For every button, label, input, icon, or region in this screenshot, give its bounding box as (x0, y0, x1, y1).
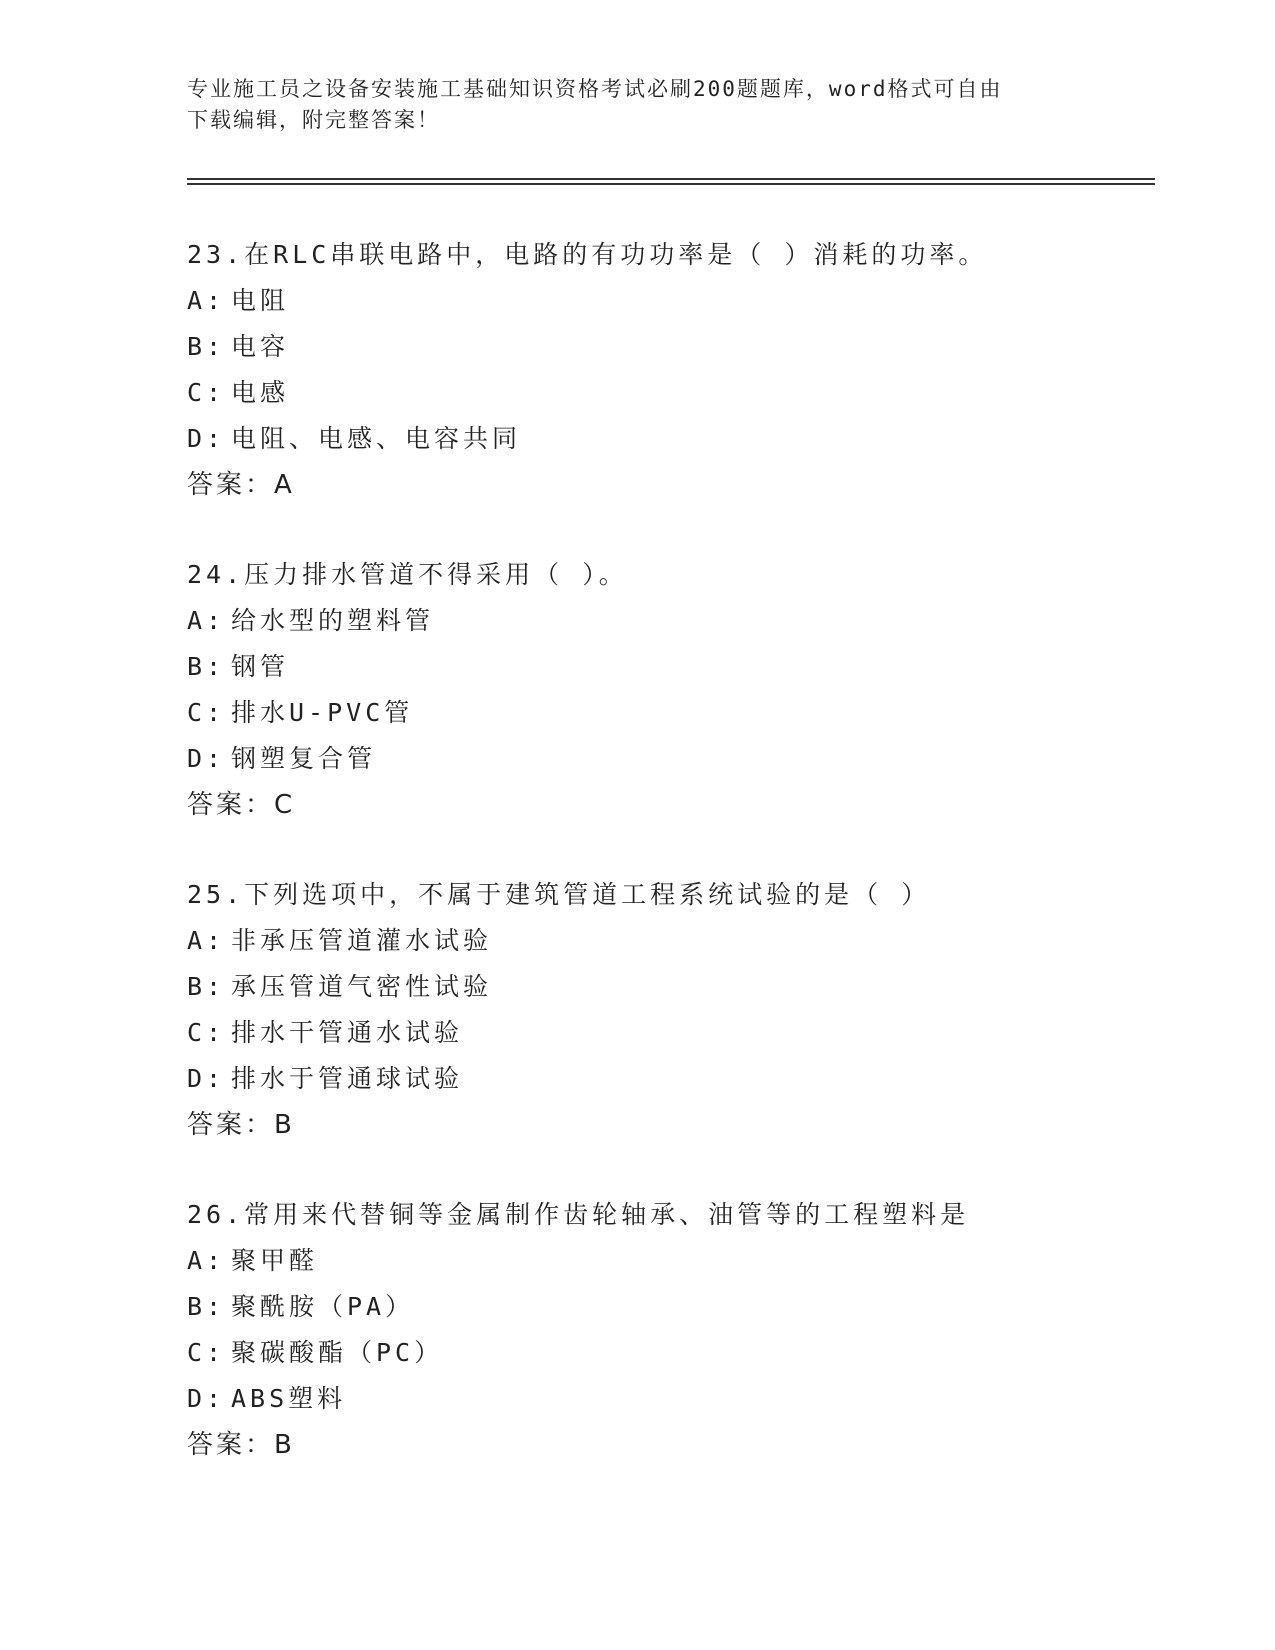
question-23 (187, 240, 1147, 516)
option-letter: B: (187, 652, 226, 681)
answer-line: 答案：C (187, 790, 296, 820)
option-text: 聚酰胺（PA） (231, 1292, 415, 1321)
option-letter: D: (187, 1064, 226, 1093)
option-d (187, 1064, 1147, 1110)
option-b (187, 1292, 1147, 1338)
option-d (187, 744, 1147, 790)
option-a (187, 286, 1147, 332)
option-letter: C: (187, 378, 226, 407)
option-text: 排水干管通水试验 (231, 1018, 464, 1047)
question-stem: 23.在RLC串联电路中，电路的有功功率是（ ）消耗的功率。 (187, 240, 988, 269)
option-c (187, 378, 1147, 424)
option-letter: D: (187, 1384, 226, 1413)
option-letter: D: (187, 744, 226, 773)
option-letter: A: (187, 286, 226, 315)
header-line-1: 专业施工员之设备安装施工基础知识资格考试必刷200题题库，word格式可自由 (187, 77, 1003, 101)
option-letter: A: (187, 926, 226, 955)
option-letter: B: (187, 332, 226, 361)
option-letter: A: (187, 606, 226, 635)
option-a (187, 926, 1147, 972)
option-text: 钢塑复合管 (231, 744, 377, 773)
option-text: 承压管道气密性试验 (231, 972, 493, 1001)
option-letter: C: (187, 1338, 226, 1367)
option-letter: A: (187, 1246, 226, 1275)
option-c (187, 1338, 1147, 1384)
option-d (187, 1384, 1147, 1430)
option-text: 排水于管通球试验 (231, 1064, 464, 1093)
option-letter: C: (187, 698, 226, 727)
option-a (187, 1246, 1147, 1292)
option-text: 聚碳酸酯（PC） (231, 1338, 444, 1367)
option-text: 电感 (231, 378, 290, 407)
question-stem: 26.常用来代替铜等金属制作齿轮轴承、油管等的工程塑料是 (187, 1200, 970, 1229)
option-text: 电容 (231, 332, 290, 361)
option-b (187, 972, 1147, 1018)
option-text: 电阻、电感、电容共同 (231, 424, 522, 453)
option-text: 非承压管道灌水试验 (231, 926, 493, 955)
answer-line: 答案：B (187, 1110, 295, 1140)
option-d (187, 424, 1147, 470)
option-b (187, 332, 1147, 378)
option-text: 聚甲醛 (231, 1246, 319, 1275)
option-text: 给水型的塑料管 (231, 606, 435, 635)
document-header (187, 74, 1067, 136)
option-text: ABS塑料 (231, 1384, 347, 1413)
answer-line: 答案：A (187, 470, 295, 500)
question-stem: 24.压力排水管道不得采用（ ）。 (187, 560, 628, 589)
option-text: 钢管 (231, 652, 290, 681)
option-text: 电阻 (231, 286, 290, 315)
question-26 (187, 1200, 1147, 1476)
option-letter: D: (187, 424, 226, 453)
answer-line: 答案：B (187, 1430, 295, 1460)
option-c (187, 1018, 1147, 1064)
option-letter: B: (187, 1292, 226, 1321)
option-b (187, 652, 1147, 698)
header-line-2: 下载编辑，附完整答案！ (187, 108, 440, 132)
header-divider-bottom (187, 183, 1155, 185)
question-24 (187, 560, 1147, 836)
option-c (187, 698, 1147, 744)
option-letter: C: (187, 1018, 226, 1047)
option-a (187, 606, 1147, 652)
header-divider-top (187, 178, 1155, 180)
option-text: 排水U-PVC管 (231, 698, 414, 727)
question-25 (187, 880, 1147, 1156)
question-stem: 25.下列选项中，不属于建筑管道工程系统试验的是（ ） (187, 880, 931, 909)
option-letter: B: (187, 972, 226, 1001)
